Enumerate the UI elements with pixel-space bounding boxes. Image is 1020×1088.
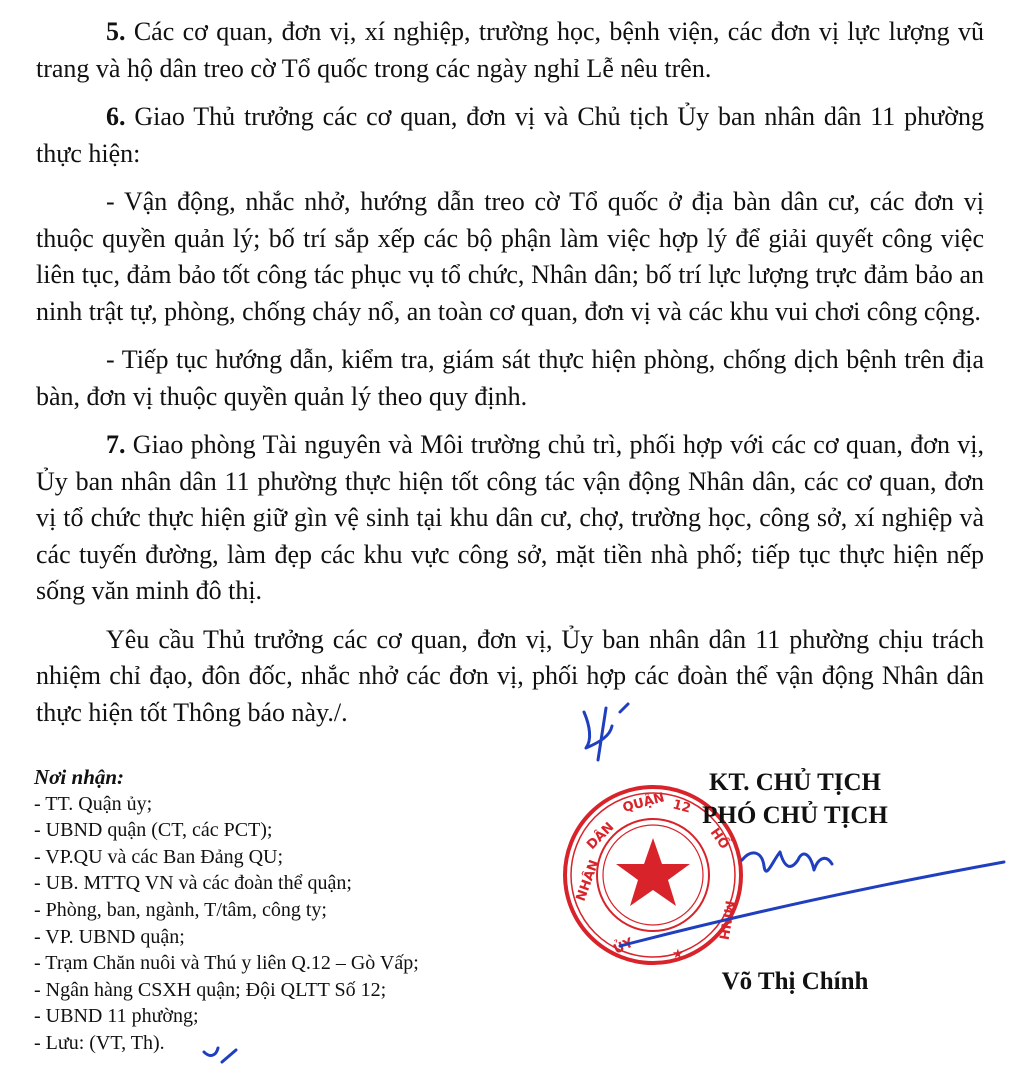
svg-text:12: 12 [670,797,693,817]
recipient-item: - VP.QU và các Ban Đảng QU; [34,845,284,868]
paragraph-6-bullet-1 [36,184,984,330]
recipient-item: - Phòng, ban, ngành, T/tâm, công ty; [34,898,327,921]
signer-name: Võ Thị Chính [721,968,869,995]
paragraph-text: Giao phòng Tài nguyên và Môi trường chủ trì, phối hợp với các cơ quan, đơn vị, Ủy ban nhân dân 11 phường thực hiện tốt công tác vận động Nhân dân, các cơ quan, đơn vị tổ chức thực hiện giữ gìn vệ sinh tại khu dân cư, chợ, trường học, công sở, xí nghiệp và các tuyến đường, làm đẹp các khu vực công sở, mặt tiền nhà phố; tiếp tục thực hiện nếp sống văn minh đô thị. [36,430,984,605]
paragraph-text: - Vận động, nhắc nhở, hướng dẫn treo cờ Tổ quốc ở địa bàn dân cư, các đơn vị thuộc quyền quản lý; bố trí sắp xếp các bộ phận làm việc hợp lý để giải quyết công việc liên tục, đảm bảo tốt công tác phục vụ tổ chức, Nhân dân; bố trí lực lượng trực đảm bảo an ninh trật tự, phòng, chống cháy nổ, an toàn cơ quan, đơn vị và các khu vui chơi công cộng. [36,187,984,326]
svg-text:MINH: MINH [715,899,737,941]
paragraph-6 [36,99,984,172]
paragraph-6-bullet-2 [36,342,984,415]
closing-paragraph [36,622,984,732]
item-number: 7. [106,430,126,459]
svg-text:ỦY: ỦY [611,935,636,958]
body-text [36,14,984,741]
paragraph-text: Các cơ quan, đơn vị, xí nghiệp, trường học, bệnh viện, các đơn vị lực lượng vũ trang và hộ dân treo cờ Tổ quốc trong các ngày nghỉ Lễ nêu trên. [36,17,984,83]
item-number: 5. [106,17,126,46]
recipient-item: - UBND 11 phường; [34,1005,199,1028]
recipient-item: - UBND quận (CT, các PCT); [34,819,273,842]
svg-text:DÂN: DÂN [584,819,618,853]
paragraph-5 [36,14,984,87]
paragraph-text: Giao Thủ trưởng các cơ quan, đơn vị và Chủ tịch Ủy ban nhân dân 11 phường thực hiện: [36,102,984,168]
recipients-title: Nơi nhận: [34,765,125,789]
recipient-item: - TT. Quận ủy; [34,792,153,815]
recipient-item: - Lưu: (VT, Th). [34,1031,165,1054]
svg-text:★: ★ [672,947,684,962]
paragraph-text: - Tiếp tục hướng dẫn, kiểm tra, giám sát thực hiện phòng, chống dịch bệnh trên địa bàn, đơn vị thuộc quyền quản lý theo quy định. [36,345,984,411]
signature-line-2: PHÓ CHỦ TỊCH [702,802,888,829]
paragraph-text: Yêu cầu Thủ trưởng các cơ quan, đơn vị, Ủy ban nhân dân 11 phường chịu trách nhiệm chỉ đạo, đôn đốc, nhắc nhở các đơn vị, phối hợp các đoàn thể vận động Nhân dân thực hiện tốt Thông báo này./. [36,624,984,727]
recipient-item: - VP. UBND quận; [34,925,185,948]
signature-line-1: KT. CHỦ TỊCH [708,769,882,796]
svg-text:HỒ: HỒ [706,825,732,853]
recipient-item: - Ngân hàng CSXH quận; Đội QLTT Số 12; [34,978,387,1001]
recipient-item: - UB. MTTQ VN và các đoàn thể quận; [34,872,352,895]
item-number: 6. [106,102,126,131]
svg-text:NHÂN: NHÂN [573,858,603,904]
recipient-item: - Trạm Chăn nuôi và Thú y liên Q.12 – Gò Vấp; [34,952,419,975]
recipients-block [34,764,594,1057]
paragraph-7 [36,427,984,610]
signature-title [650,766,940,832]
svg-text:QUẬN: QUẬN [621,790,667,816]
